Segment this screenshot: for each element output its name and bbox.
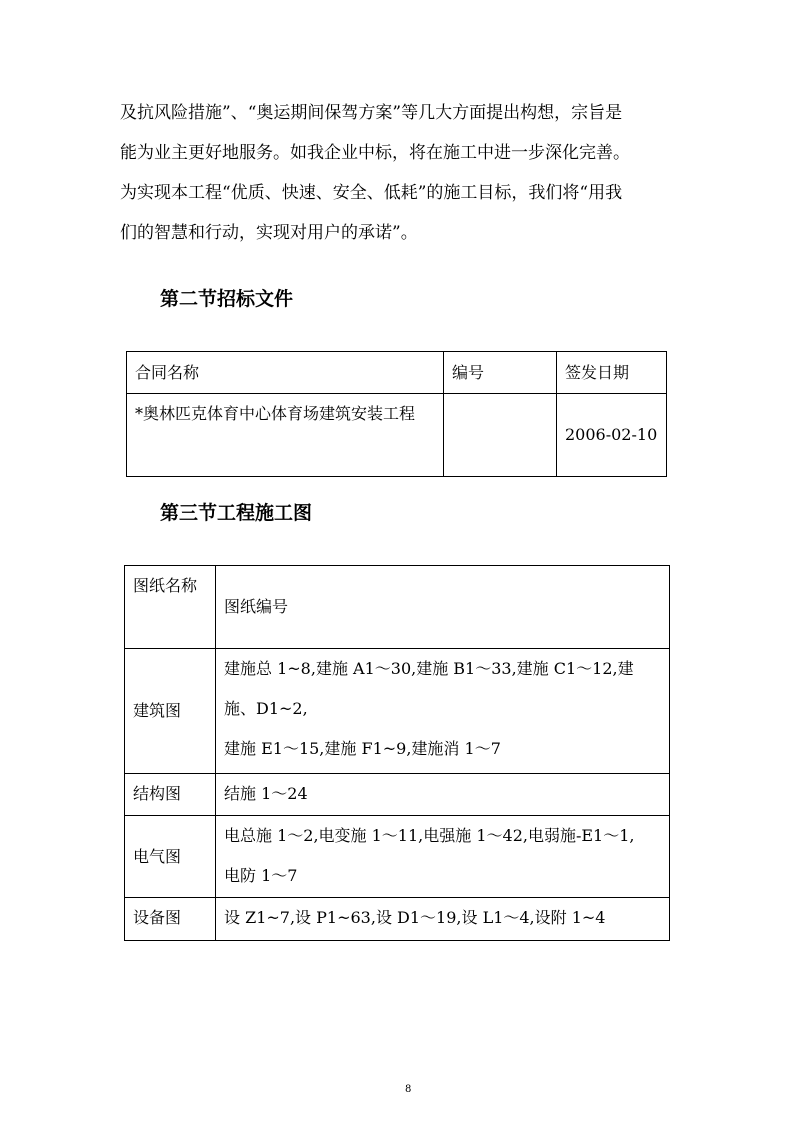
header-drawing-name: 图纸名称 <box>125 566 216 649</box>
paragraph-line: 们的智慧和行动，实现对用户的承诺”。 <box>120 223 418 243</box>
number-cell <box>444 394 557 477</box>
header-number: 编号 <box>444 352 557 394</box>
drawing-name-cell: 电气图 <box>125 816 216 898</box>
drawing-number-line: 设 Z1~7,设 P1~63,设 D1～19,设 L1～4,设附 1~4 <box>224 908 606 927</box>
drawing-number-cell <box>216 898 670 941</box>
bidding-documents-table <box>126 351 667 477</box>
header-issue-date: 签发日期 <box>557 352 667 394</box>
drawing-number-line: 建施 E1～15,建施 F1~9,建施消 1～7 <box>224 739 501 758</box>
drawings-table <box>124 565 670 941</box>
drawing-number-cell <box>216 774 670 816</box>
header-contract-name: 合同名称 <box>127 352 444 394</box>
paragraph-line: 能为业主更好地服务。如我企业中标，将在施工中进一步深化完善。 <box>120 143 630 163</box>
header-drawing-number: 图纸编号 <box>216 566 670 649</box>
section-heading-bidding-documents: 第二节招标文件 <box>160 288 294 310</box>
drawing-name-cell: 设备图 <box>125 898 216 941</box>
drawing-number-line: 建施总 1~8,建施 A1～30,建施 B1～33,建施 C1～12,建 <box>224 659 634 678</box>
body-paragraph <box>120 93 680 253</box>
drawing-name-cell: 建筑图 <box>125 649 216 774</box>
paragraph-line: 及抗风险措施”、“奥运期间保驾方案”等几大方面提出构想，宗旨是 <box>120 103 623 123</box>
drawing-number-line: 电总施 1～2,电变施 1～11,电强施 1～42,电弱施-E1～1, <box>224 826 635 845</box>
drawing-number-line: 施、D1~2, <box>224 699 308 718</box>
issue-date-cell: 2006-02-10 <box>557 394 667 477</box>
drawing-number-line: 结施 1～24 <box>224 784 308 803</box>
drawing-name-cell: 结构图 <box>125 774 216 816</box>
drawing-number-cell <box>216 816 670 898</box>
paragraph-line: 为实现本工程“优质、快速、安全、低耗”的施工目标，我们将“用我 <box>120 183 623 203</box>
section-heading-drawings: 第三节工程施工图 <box>160 502 313 524</box>
drawing-number-cell <box>216 649 670 774</box>
contract-name-cell: *奥林匹克体育中心体育场建筑安装工程 <box>127 394 444 477</box>
drawing-number-line: 电防 1～7 <box>224 866 298 885</box>
page-number: 8 <box>405 1084 412 1095</box>
